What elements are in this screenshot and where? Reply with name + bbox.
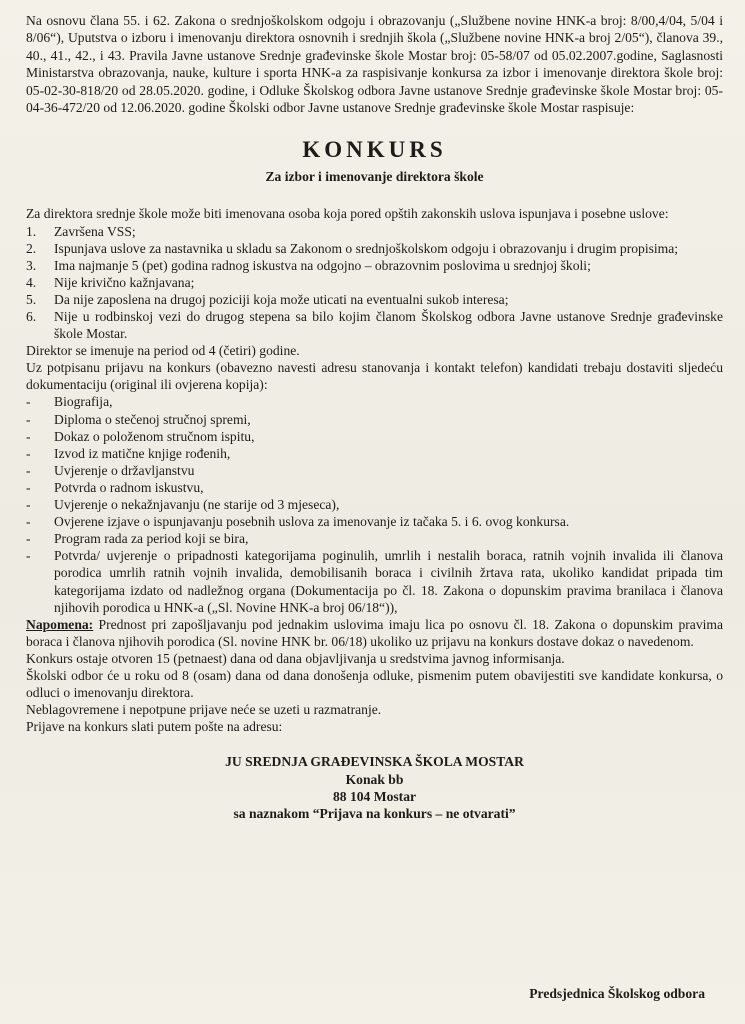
- condition-text: Ima najmanje 5 (pet) godina radnog iskustva na odgojno – obrazovnim poslovima u srednjoj školi;: [54, 257, 591, 273]
- document-text: Biografija,: [54, 394, 113, 410]
- send-to-paragraph: Prijave na konkurs slati putem pošte na adresu:: [26, 719, 283, 735]
- condition-number: 6.: [26, 309, 37, 324]
- document-item: [26, 428, 723, 445]
- condition-text: Da nije zaposlena na drugoj poziciji koja može uticati na eventualni sukob interesa;: [54, 291, 509, 307]
- condition-item: [26, 257, 723, 274]
- document-text: Uvjerenje o državljanstvu: [54, 462, 195, 478]
- document-text: Ovjerene izjave o ispunjavanju posebnih uslova za imenovanje iz tačaka 5. i 6. ovog konkursa.: [54, 514, 570, 530]
- dash-marker: -: [26, 548, 31, 564]
- condition-number: 2.: [26, 240, 37, 256]
- address-city: 88 104 Mostar: [332, 788, 417, 804]
- note-paragraph: [26, 616, 723, 650]
- dash-marker: -: [26, 497, 31, 513]
- page-title: KONKURS: [302, 137, 447, 163]
- condition-item: [26, 240, 723, 257]
- documents-list: [26, 393, 723, 615]
- condition-text: Završena VSS;: [54, 223, 136, 239]
- address-mark: sa naznakom “Prijava na konkurs – ne otvarati”: [233, 805, 516, 821]
- condition-number: 3.: [26, 257, 37, 273]
- document-item: [26, 479, 723, 496]
- condition-number: 4.: [26, 274, 37, 290]
- document-text: Izvod iz matične knjige rođenih,: [54, 445, 231, 461]
- dash-marker: -: [26, 411, 31, 427]
- document-item: [26, 445, 723, 462]
- documents-intro: Uz potpisanu prijavu na konkurs (obavezno navesti adresu stanovanja i kontakt telefon) kandidati trebaju dostaviti sljedeću dokumentaciju (original ili ovjerena kopija):: [26, 360, 723, 393]
- dash-marker: -: [26, 394, 31, 410]
- note-text: Prednost pri zapošljavanju pod jednakim uslovima imaju lica po osnovu čl. 18. Zakona o dopunskim pravima boraca i članova njihovih porodica (Sl. novine HNK br. 06/18) ukoliko uz prijavu na konkurs dostave dokaz o navedenom.: [26, 616, 723, 649]
- condition-number: 1.: [26, 223, 37, 239]
- document-item: [26, 547, 723, 615]
- document-item: [26, 411, 723, 428]
- intro-paragraph: Na osnovu člana 55. i 62. Zakona o srednjoškolskom odgoju i obrazovanju („Službene novine HNK-a broj: 8/00,4/04, 5/04 i 8/06“), Uputstva o izboru i imenovanju direktora osnovnih i srednjih škola („Službene novine HNK-a broj 2/05“), članova 39., 40., 41., 42., i 43. Pravila Javne ustanove Srednje građevinske škole Mostar broj: 05-58/07 od 05.02.2007.godine, Saglasnosti Ministarstva obrazovanja, nauke, kulture i sporta HNK-a za raspisivanje konkursa za izbor i imenovanje direktora škole broj: 05-02-30-818/20 od 28.05.2020. godine, i Odluke Školskog odbora Javne ustanove Srednje građevinske škole Mostar broj: 05-04-36-472/20 od 12.06.2020. godine Školski odbor Javne ustanove Srednje građevinske škole Mostar raspisuje:: [26, 13, 723, 116]
- document-text: Uvjerenje o nekažnjavanju (ne starije od 3 mjeseca),: [54, 497, 340, 513]
- document-text: Program rada za period koji se bira,: [54, 531, 249, 547]
- signature-line: Predsjednica Školskog odbora: [529, 986, 705, 1001]
- document-item: [26, 513, 723, 530]
- address-name: JU SREDNJA GRAĐEVINSKA ŠKOLA MOSTAR: [225, 754, 524, 770]
- condition-text: Nije krivično kažnjavana;: [54, 274, 195, 290]
- dash-marker: -: [26, 462, 31, 478]
- document-item: [26, 393, 723, 410]
- term-paragraph: Direktor se imenuje na period od 4 (četiri) godine.: [26, 343, 300, 359]
- condition-item: [26, 291, 723, 308]
- condition-item: [26, 308, 723, 342]
- document-item: [26, 530, 723, 547]
- board-notice-paragraph: Školski odbor će u roku od 8 (osam) dana od dana donošenja odluke, pismenim putem obavijestiti sve kandidate konkursa, o odluci o imenovanju direktora.: [26, 667, 723, 701]
- main-body: [26, 205, 723, 822]
- document-text: Diploma o stečenoj stručnoj spremi,: [54, 411, 251, 427]
- page-subtitle: Za izbor i imenovanje direktora škole: [265, 169, 484, 185]
- dash-marker: -: [26, 531, 31, 547]
- conditions-lead: Za direktora srednje škole može biti imenovana osoba koja pored opštih zakonskih uslova ispunjava i posebne uslove:: [26, 206, 669, 222]
- document-text: Dokaz o položenom stručnom ispitu,: [54, 428, 255, 444]
- condition-text: Ispunjava uslove za nastavnika u skladu sa Zakonom o srednjoškolskom odgoju i obrazovanju i drugim propisima;: [54, 240, 679, 256]
- address-block: [26, 753, 723, 822]
- note-label: Napomena:: [26, 616, 94, 632]
- open-period-paragraph: Konkurs ostaje otvoren 15 (petnaest) dana od dana objavljivanja u sredstvima javnog informisanja.: [26, 650, 565, 666]
- document-text: Potvrda o radnom iskustvu,: [54, 479, 204, 495]
- conditions-list: [26, 223, 723, 343]
- condition-item: [26, 274, 723, 291]
- document-text: Potvrda/ uvjerenje o pripadnosti kategorijama poginulih, umrlih i nestalih boraca, ratnih vojnih invalida ili članova porodica umrlih ratnih vojnih invalida, demobilisanih boraca i civilnih žrtava rata, ukoliko kandidat pripada tim kategorijama izdato od nadležnog organa (Dokumentacija po čl. 18. Zakona o dopunskim pravima branilaca i članova njihovih porodica u HNK-a („Sl. Novine HNK-a broj 06/18“)),: [54, 548, 723, 615]
- document-item: [26, 496, 723, 513]
- dash-marker: -: [26, 514, 31, 530]
- condition-text: Nije u rodbinskoj vezi do drugog stepena sa bilo kojim članom Školskog odbora Javne ustanove Srednje građevinske škole Mostar.: [54, 309, 723, 342]
- incomplete-paragraph: Neblagovremene i nepotpune prijave neće se uzeti u razmatranje.: [26, 702, 382, 718]
- dash-marker: -: [26, 445, 31, 461]
- condition-item: [26, 223, 723, 240]
- condition-number: 5.: [26, 291, 37, 307]
- address-street: Konak bb: [345, 771, 404, 787]
- dash-marker: -: [26, 479, 31, 495]
- document-item: [26, 462, 723, 479]
- dash-marker: -: [26, 428, 31, 444]
